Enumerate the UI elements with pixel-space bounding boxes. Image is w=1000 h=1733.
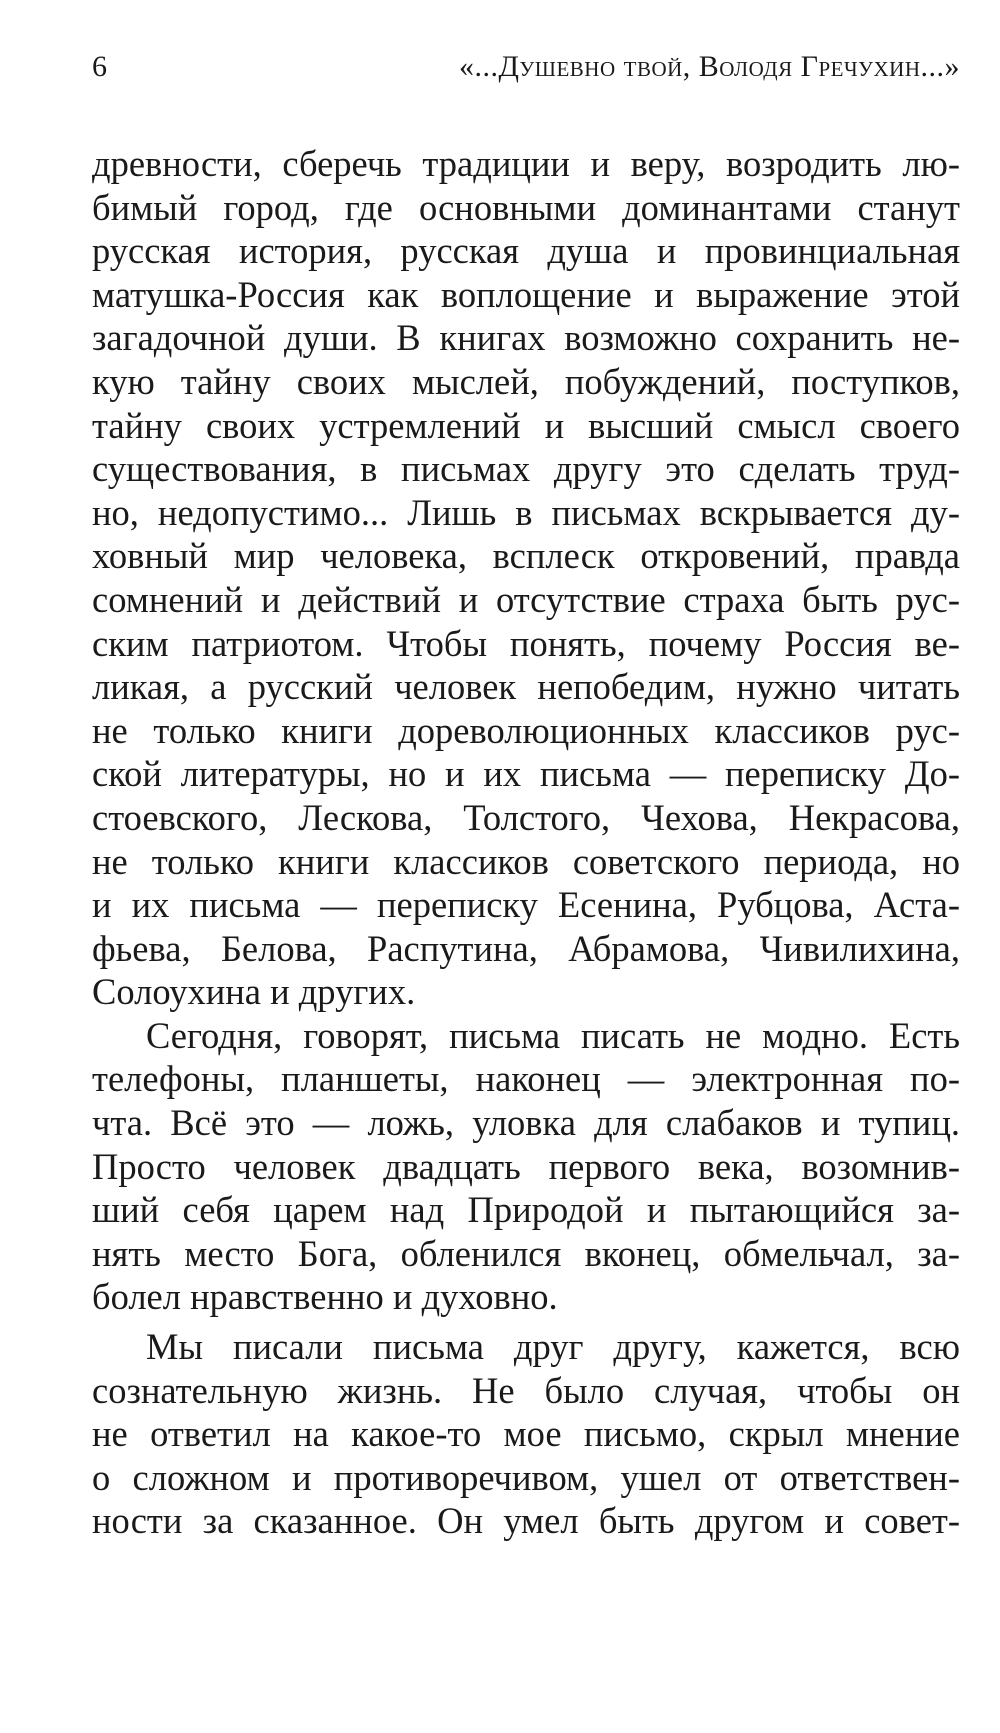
text-line: ности за сказанное. Он умел быть другом и совет- — [92, 1500, 960, 1542]
text-line: ликая, а русский человек непобедим, нужно читать — [92, 666, 960, 708]
text-line: древности, сберечь традиции и веру, возродить лю- — [92, 143, 960, 184]
body-text — [92, 142, 960, 1543]
text-line: Мы писали письма друг другу, кажется, всю — [146, 1326, 960, 1368]
text-line: существования, в письмах другу это сделать труд- — [92, 448, 960, 490]
text-line: и их письма — переписку Есенина, Рубцова, Аста- — [92, 884, 960, 926]
text-line: матушка-Россия как воплощение и выражение этой — [92, 273, 960, 315]
text-line: сомнений и действий и отсутствие страха быть рус- — [92, 578, 960, 620]
page-number: 6 — [92, 50, 107, 83]
paragraph — [92, 142, 960, 1014]
paragraph — [92, 1325, 960, 1543]
text-line: не только книги дореволюционных классиков рус- — [92, 709, 960, 751]
text-line: Солоухина и других. — [92, 971, 416, 1013]
text-line: о сложном и противоречивом, ушел от ответствен- — [92, 1456, 960, 1498]
text-line: загадочной души. В книгах возможно сохранить не- — [92, 317, 960, 359]
text-line: ской литературы, но и их письма — переписку До- — [92, 753, 960, 795]
text-line: фьева, Белова, Распутина, Абрамова, Чивилихина, — [92, 927, 960, 969]
text-line: но, недопустимо... Лишь в письмах вскрывается ду- — [92, 491, 960, 533]
text-line: не ответил на какое-то мое письмо, скрыл мнение — [92, 1413, 960, 1455]
text-line: тайну своих устремлений и высший смысл своего — [92, 404, 960, 446]
text-line: не только книги классиков советского периода, но — [92, 840, 960, 882]
text-line: Просто человек двадцать первого века, возомнив- — [92, 1145, 960, 1187]
paragraph — [92, 1014, 960, 1319]
text-line: ший себя царем над Природой и пытающийся за- — [92, 1189, 960, 1231]
text-line: Сегодня, говорят, письма писать не модно. Есть — [146, 1014, 960, 1056]
text-line: кую тайну своих мыслей, побуждений, поступков, — [92, 360, 960, 402]
text-line: болел нравственно и духовно. — [92, 1276, 558, 1318]
text-line: телефоны, планшеты, наконец — электронная по- — [92, 1058, 960, 1100]
text-line: чта. Всё это — ложь, уловка для слабаков и тупиц. — [92, 1102, 960, 1144]
text-line: русская история, русская душа и провинциальная — [92, 230, 960, 272]
text-line: нять место Бога, обленился вконец, обмельчал, за- — [92, 1232, 960, 1274]
running-title: «...Душевно твой, Володя Гречухин...» — [458, 50, 960, 83]
text-line: бимый город, где основными доминантами станут — [92, 186, 960, 228]
text-line: стоевского, Лескова, Толстого, Чехова, Некрасова, — [92, 796, 960, 838]
text-line: ским патриотом. Чтобы понять, почему Россия ве- — [92, 622, 960, 664]
text-line: сознательную жизнь. Не было случая, чтобы он — [92, 1369, 960, 1411]
running-head — [92, 50, 960, 100]
text-line: ховный мир человека, всплеск откровений, правда — [92, 535, 960, 577]
